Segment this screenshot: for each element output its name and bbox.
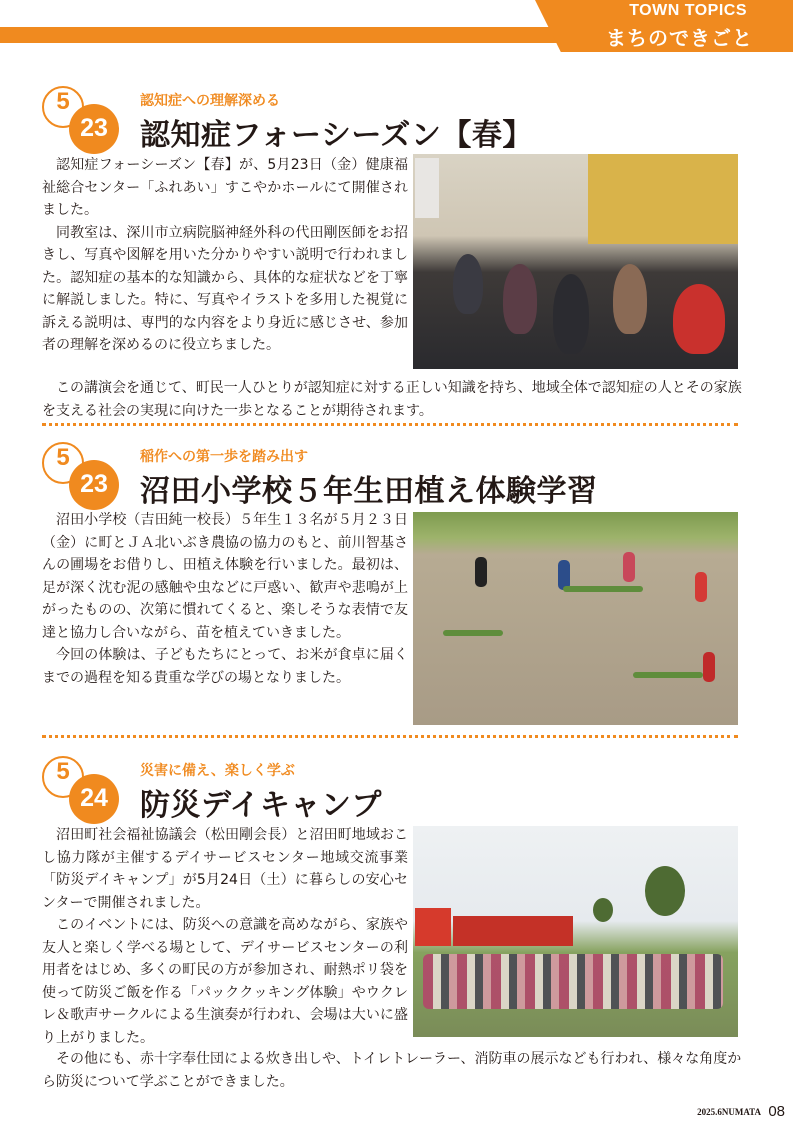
photo-lecture-hall	[413, 154, 738, 369]
header-title-ja: まちのできごと	[606, 26, 753, 50]
paragraph: その他にも、赤十字奉仕団による炊き出しや、トイレトレーラー、消防車の展示なども行われ、様々な角度から防災について学ぶことができました。	[42, 1051, 742, 1090]
date-day: 24	[80, 784, 108, 812]
page-number: 08	[768, 1103, 785, 1120]
header-rule	[0, 27, 560, 43]
section-divider	[42, 423, 738, 426]
paragraph: 認知症フォーシーズン【春】が、5月23日（金）健康福祉総合センター「ふれあい」すこやかホールにて開催されました。	[42, 157, 408, 218]
photo-rice-field	[413, 512, 738, 725]
photo-day-camp	[413, 826, 738, 1037]
date-badge	[42, 86, 126, 162]
section-divider	[42, 735, 738, 738]
date-month: 5	[56, 444, 70, 471]
paragraph: この講演会を通じて、町民一人ひとりが認知症に対する正しい知識を持ち、地域全体で認知症の人とその家族を支える社会の実現に向けた一歩となることが期待されます。	[42, 380, 742, 419]
paragraph: このイベントには、防災への意識を高めながら、家族や友人と楽しく学べる場として、デイサービスセンターの利用者をはじめ、多くの町民の方が参加され、耐熱ポリ袋を使って防災ご飯を作る「パッククッキング体験」やウクレレ＆歌声サークルによる生演奏が行われ、会場は大いに盛り上がりました。	[42, 917, 408, 1046]
article-subtitle: 稲作への第一歩を踏み出す	[140, 449, 308, 465]
date-month: 5	[56, 758, 70, 785]
article-title: 沼田小学校５年生田植え体験学習	[140, 474, 598, 509]
header-title-en: TOWN TOPICS	[629, 2, 747, 19]
article-body	[42, 154, 408, 357]
paragraph: 今回の体験は、子どもたちにとって、お米が食卓に届くまでの過程を知る貴重な学びの場となりました。	[42, 647, 408, 686]
article-body-full	[42, 377, 742, 422]
article-body	[42, 824, 408, 1049]
paragraph: 沼田町社会福祉協議会（松田剛会長）と沼田町地域おこし協力隊が主催するデイサービスセンター地域交流事業「防災デイキャンプ」が5月24日（土）に暮らしの安心センターで開催されました。	[42, 827, 408, 911]
article-subtitle: 認知症への理解深める	[140, 93, 280, 109]
article-body-full	[42, 1048, 742, 1093]
date-badge	[42, 756, 126, 832]
article-title: 認知症フォーシーズン【春】	[140, 118, 533, 153]
date-badge	[42, 442, 126, 518]
paragraph: 同教室は、深川市立病院脳神経外科の代田剛医師をお招きし、写真や図解を用いた分かりやすい説明で行われました。認知症の基本的な知識から、具体的な症状などを丁寧に解説しました。特に、写真やイラストを多用した視覚に訴える説明は、専門的な内容をより身近に感じさせ、参加者の理解を深めるのに役立ちました。	[42, 224, 408, 353]
date-day: 23	[80, 114, 108, 142]
article-body	[42, 509, 408, 689]
footer-issue: 2025.6NUMATA	[697, 1107, 761, 1117]
article-title: 防災デイキャンプ	[140, 788, 382, 823]
paragraph: 沼田小学校（吉田純一校長）５年生１３名が５月２３日（金）に町とＪＡ北いぶき農協の協力のもと、前川智基さんの圃場をお借りし、田植え体験を行いました。最初は、足が深く沈む泥の感触や虫などに戸惑い、歓声や悲鳴が上がったものの、次第に慣れてくると、楽しそうな表情で友達と協力し合いながら、苗を植えていきました。	[42, 512, 408, 641]
date-month: 5	[56, 88, 70, 115]
date-day: 23	[80, 470, 108, 498]
article-subtitle: 災害に備え、楽しく学ぶ	[140, 763, 295, 779]
